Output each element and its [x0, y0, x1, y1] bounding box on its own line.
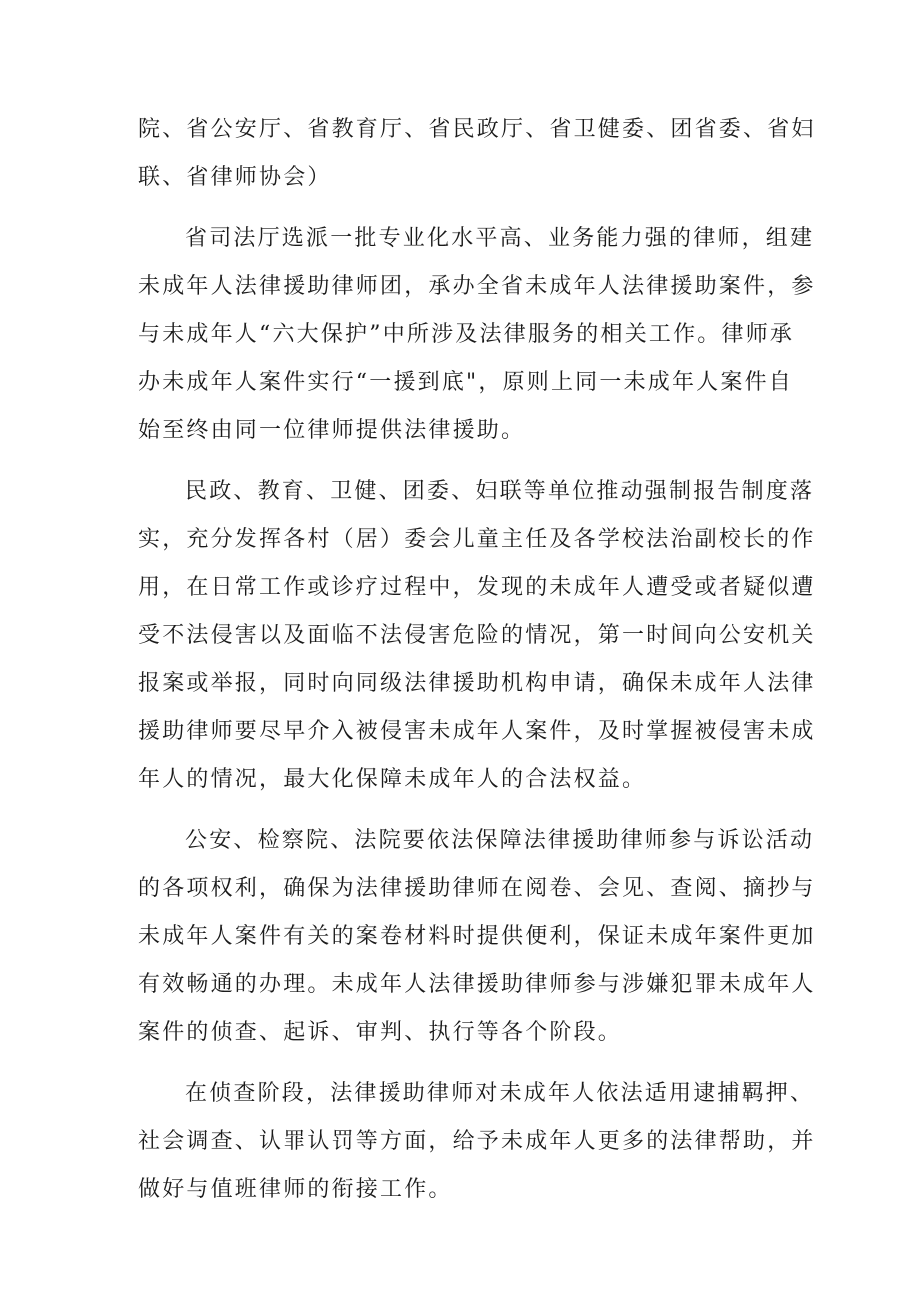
text-line: 有效畅通的办理。未成年人法律援助律师参与涉嫌犯罪未成年人	[138, 972, 816, 997]
text-line: 在侦查阶段，法律援助律师对未成年人依法适用逮捕羁押、	[185, 1081, 815, 1106]
paragraph	[138, 1070, 816, 1214]
text-line: 院、省公安厅、省教育厅、省民政厅、省卫健委、团省委、省妇	[138, 117, 816, 142]
text-line: 与未成年人“六大保护”中所涉及法律服务的相关工作。律师承	[138, 322, 795, 347]
text-line: 民政、教育、卫健、团委、妇联等单位推动强制报告制度落	[185, 479, 815, 504]
paragraph	[138, 468, 816, 804]
text-line: 公安、检察院、法院要依法保障法律援助律师参与诉讼活动	[185, 828, 815, 853]
text-line: 始至终由同一位律师提供法律援助。	[138, 418, 526, 443]
text-line: 未成年人案件有关的案卷材料时提供便利，保证未成年案件更加	[138, 924, 816, 949]
text-line: 办未成年人案件实行“一援到底"，原则上同一未成年人案件自	[138, 370, 793, 395]
text-line: 实，充分发挥各村（居）委会儿童主任及各学校法治副校长的作	[138, 527, 816, 552]
text-line: 用，在日常工作或诊疗过程中，发现的未成年人遭受或者疑似遭	[138, 575, 816, 600]
paragraph	[138, 215, 816, 455]
text-line: 联、省律师协会）	[138, 165, 332, 190]
text-line: 未成年人法律援助律师团，承办全省未成年人法律援助案件，参	[138, 274, 816, 299]
text-line: 受不法侵害以及面临不法侵害危险的情况，第一时间向公安机关	[138, 623, 816, 648]
paragraph-gap	[138, 202, 788, 215]
text-line: 案件的侦查、起诉、审判、执行等各个阶段。	[138, 1020, 623, 1045]
paragraph-gap	[138, 1057, 788, 1070]
text-line: 报案或举报，同时向同级法律援助机构申请，确保未成年人法律	[138, 671, 816, 696]
text-line: 的各项权利，确保为法律援助律师在阅卷、会见、查阅、摘抄与	[138, 876, 816, 901]
paragraph	[138, 106, 816, 202]
document-body	[138, 106, 816, 1214]
paragraph	[138, 817, 816, 1057]
text-line: 年人的情况，最大化保障未成年人的合法权益。	[138, 767, 647, 792]
text-line: 做好与值班律师的衔接工作。	[138, 1177, 453, 1202]
text-line: 社会调查、认罪认罚等方面，给予未成年人更多的法律帮助，并	[138, 1129, 816, 1154]
text-line: 援助律师要尽早介入被侵害未成年人案件，及时掌握被侵害未成	[138, 719, 816, 744]
text-line: 省司法厅选派一批专业化水平高、业务能力强的律师，组建	[185, 226, 815, 251]
paragraph-gap	[138, 455, 788, 468]
paragraph-gap	[138, 804, 788, 817]
